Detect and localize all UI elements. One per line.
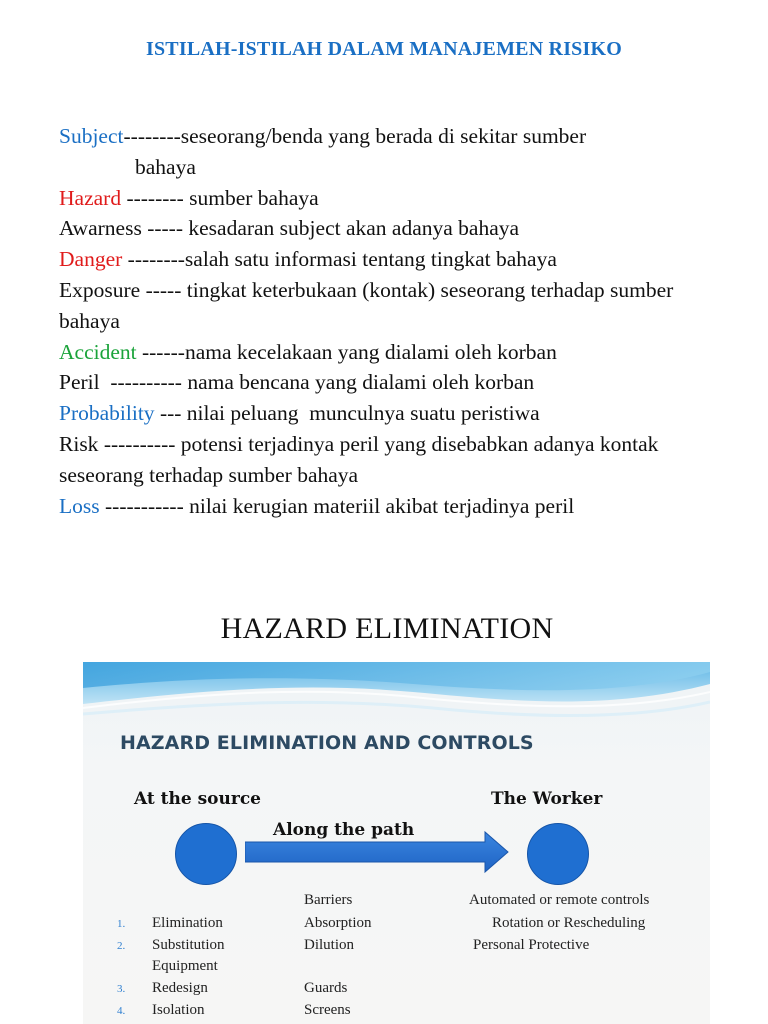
glossary-entry-subject [59, 121, 719, 152]
term-accident: Accident [59, 339, 137, 364]
worker-item: Rotation or Rescheduling [492, 915, 646, 931]
term-subject: Subject [59, 124, 124, 148]
worker-circle [527, 823, 589, 885]
definition-loss: ----------- nilai kerugian materiil akibat terjadinya peril [99, 493, 575, 518]
source-label: At the source [134, 789, 262, 809]
hazard-controls-diagram [83, 662, 710, 1024]
definition-exposure: ----- tingkat keterbukaan (kontak) seseorang terhadap sumber bahaya [59, 277, 674, 333]
source-item-number: 3. [117, 983, 126, 995]
definition-peril: ---------- nama bencana yang dialami oleh korban [99, 370, 535, 395]
glossary-entry-loss [59, 491, 719, 522]
wave-banner [83, 662, 710, 742]
glossary-entry-accident [59, 337, 719, 368]
worker-label: The Worker [491, 789, 603, 809]
glossary-entry-hazard [59, 183, 719, 214]
definition-awarness: ----- kesadaran subject akan adanya bahaya [141, 216, 520, 241]
definition-subject-continued: bahaya [135, 154, 196, 179]
glossary-entry-exposure [59, 275, 719, 337]
glossary-entry-peril [59, 367, 719, 398]
definition-risk: ---------- potensi terjadinya peril yang disebabkan adanya kontak seseorang terhadap sumber bahaya [59, 431, 659, 487]
definition-hazard: -------- sumber bahaya [121, 185, 319, 210]
source-circle [175, 823, 237, 885]
path-label: Along the path [273, 820, 415, 840]
path-item: Screens [304, 1002, 351, 1018]
term-probability: Probability [59, 401, 155, 426]
path-item: Barriers [304, 892, 353, 908]
source-item: Isolation [152, 1002, 205, 1018]
path-item: Absorption [304, 915, 372, 931]
worker-item: Personal Protective [473, 937, 590, 953]
path-item: Guards [304, 980, 348, 996]
section-title: HAZARD ELIMINATION [220, 612, 554, 645]
glossary-entry-risk [59, 429, 719, 491]
diagram-title: HAZARD ELIMINATION AND CONTROLS [120, 732, 534, 754]
term-hazard: Hazard [59, 185, 122, 210]
source-item: Equipment [152, 958, 218, 974]
definition-subject: --------seseorang/benda yang berada di sekitar sumber [123, 124, 587, 148]
glossary-list [59, 121, 719, 521]
definition-probability: --- nilai peluang munculnya suatu peristiwa [154, 401, 540, 426]
source-item: Redesign [152, 980, 208, 996]
term-danger: Danger [59, 247, 123, 272]
path-item: Dilution [304, 937, 355, 953]
glossary-entry-awarness [59, 213, 719, 244]
source-item-number: 4. [117, 1005, 126, 1017]
definition-danger: --------salah satu informasi tentang tingkat bahaya [122, 247, 557, 272]
page-title: ISTILAH-ISTILAH DALAM MANAJEMEN RISIKO [146, 38, 622, 60]
source-item-number: 1. [117, 918, 126, 930]
term-exposure: Exposure [59, 277, 141, 302]
source-item-number: 2. [117, 940, 126, 952]
glossary-entry-danger [59, 244, 719, 275]
term-risk: Risk [59, 431, 99, 456]
term-awarness: Awarness [59, 216, 142, 241]
worker-item: Automated or remote controls [469, 892, 650, 908]
source-item: Substitution [152, 937, 225, 953]
definition-accident: ------nama kecelakaan yang dialami oleh korban [136, 339, 557, 364]
source-item: Elimination [152, 915, 223, 931]
term-loss: Loss [59, 493, 100, 518]
glossary-entry-probability [59, 398, 719, 429]
term-peril: Peril [59, 370, 100, 395]
